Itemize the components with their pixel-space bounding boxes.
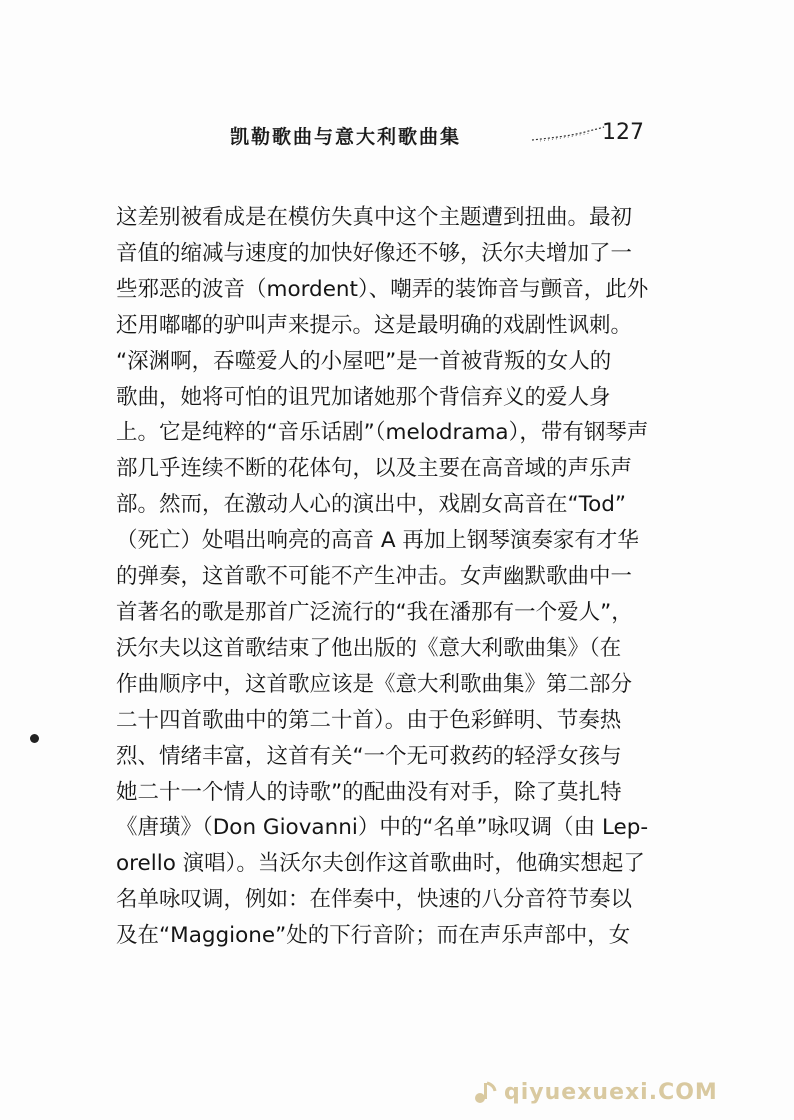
text-line: orello 演唱）。当沃尔夫创作这首歌曲时，他确实想起了 <box>116 851 645 877</box>
text-line: 首著名的歌是那首广泛流行的“我在潘那有一个爱人”， <box>116 599 633 625</box>
text-line: 歌曲，她将可怕的诅咒加诸她那个背信弃义的爱人身 <box>116 384 611 410</box>
watermark <box>470 1080 770 1106</box>
body-paragraph <box>116 200 676 954</box>
running-header-title: 凯勒歌曲与意大利歌曲集 <box>230 126 462 148</box>
running-header <box>230 120 650 150</box>
qiyuexuexi-logo-icon <box>470 1080 498 1106</box>
text-line: 烈、情绪丰富，这首有关“一个无可救药的轻浮女孩与 <box>116 743 622 769</box>
text-line: 些邪恶的波音（mordent）、嘲弄的装饰音与颤音，此外 <box>116 276 649 302</box>
text-line: 还用嘟嘟的驴叫声来提示。这是最明确的戏剧性讽刺。 <box>116 312 633 338</box>
text-line: 作曲顺序中，这首歌应该是《意大利歌曲集》第二部分 <box>116 671 633 697</box>
text-line: 沃尔夫以这首歌结束了他出版的《意大利歌曲集》（在 <box>116 635 622 661</box>
watermark-text: qiyuexuexi.COM <box>504 1080 718 1105</box>
text-line: 音值的缩减与速度的加快好像还不够，沃尔夫增加了一 <box>116 240 633 266</box>
text-line: 上。它是纯粹的“音乐话剧”（melodrama），带有钢琴声 <box>116 420 649 446</box>
text-line: 部。然而，在激动人心的演出中，戏剧女高音在“Tod” <box>116 492 627 518</box>
text-line: （死亡）处唱出响亮的高音 A 再加上钢琴演奏家有才华 <box>116 528 639 554</box>
text-line: 的弹奏，这首歌不可能不产生冲击。女声幽默歌曲中一 <box>116 564 633 590</box>
decorative-flourish-icon <box>530 124 610 144</box>
text-line: 及在“Maggione”处的下行音阶；而在声乐声部中，女 <box>116 923 631 949</box>
text-line: 部几乎连续不断的花体句，以及主要在高音域的声乐声 <box>116 456 633 482</box>
page-number: 127 <box>602 120 644 145</box>
text-line: 《唐璜》（Don Giovanni）中的“名单”咏叹调（由 Lep- <box>116 815 649 841</box>
text-line: 这差别被看成是在模仿失真中这个主题遭到扭曲。最初 <box>116 205 633 230</box>
margin-mark <box>30 734 39 743</box>
text-line: 名单咏叹调，例如：在伴奏中，快速的八分音符节奏以 <box>116 887 633 913</box>
text-line: “深渊啊，吞噬爱人的小屋吧”是一首被背叛的女人的 <box>116 348 612 374</box>
text-line: 她二十一个情人的诗歌”的配曲没有对手，除了莫扎特 <box>116 779 622 805</box>
text-line: 二十四首歌曲中的第二十首）。由于色彩鲜明、节奏热 <box>116 707 622 733</box>
